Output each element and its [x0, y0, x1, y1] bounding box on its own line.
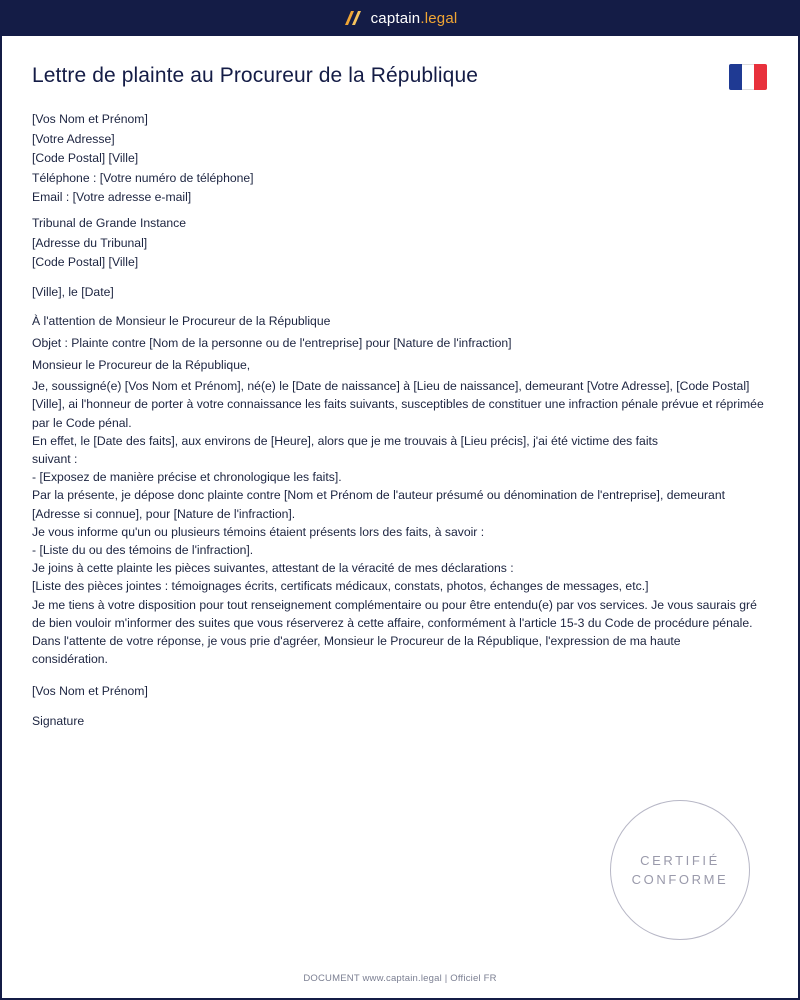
- letter-body: [32, 110, 772, 732]
- signature-label: Signature: [32, 713, 85, 728]
- brand-logo[interactable]: [343, 9, 458, 27]
- sender-name: [Vos Nom et Prénom]: [32, 112, 148, 126]
- stamp-line-2: CONFORME: [631, 872, 729, 887]
- recipient-city: [Code Postal] [Ville]: [32, 255, 139, 270]
- footer-text: DOCUMENT www.captain.legal | Officiel FR: [303, 973, 497, 984]
- stamp-line-1: CERTIFIÉ: [640, 853, 720, 868]
- certified-stamp: [610, 800, 750, 940]
- captain-legal-logo-icon: [343, 9, 363, 27]
- sender-city: [Code Postal] [Ville]: [32, 151, 139, 166]
- body-paragraph: Dans l'attente de votre réponse, je vous prie d'agréer, Monsieur le Procureur de la République, l'expression de ma haute considération.: [32, 633, 681, 667]
- body-paragraph: En effet, le [Date des faits], aux environs de [Heure], alors que je me trouvais à [Lieu précis], j'ai été victime des faits suivant :: [32, 433, 659, 466]
- top-brand-bar: [0, 0, 800, 36]
- page-title: Lettre de plainte au Procureur de la République: [32, 64, 478, 87]
- sender-phone: Téléphone : [Votre numéro de téléphone]: [32, 170, 254, 185]
- sender-address: [Votre Adresse]: [32, 131, 115, 146]
- brand-name: captain.legal: [370, 9, 458, 27]
- closing-name: [Vos Nom et Prénom]: [32, 684, 148, 699]
- body-paragraph: Je joins à cette plainte les pièces suivantes, attestant de la véracité de mes déclarations :: [32, 561, 514, 576]
- body-paragraph: Par la présente, je dépose donc plainte contre [Nom et Prénom de l'auteur présumé ou dénomination de l'entreprise], demeurant [Adresse si connue], pour [Nature de l'infraction].: [32, 488, 725, 521]
- recipient-address: [Adresse du Tribunal]: [32, 235, 148, 250]
- attention-line: À l'attention de Monsieur le Procureur de la République: [32, 314, 331, 329]
- body-paragraph: Je vous informe qu'un ou plusieurs témoins étaient présents lors des faits, à savoir :: [32, 524, 485, 539]
- french-flag-icon: [729, 64, 767, 90]
- sender-email: Email : [Votre adresse e-mail]: [32, 190, 192, 205]
- recipient-court: Tribunal de Grande Instance: [32, 215, 187, 230]
- salutation: Monsieur le Procureur de la République,: [32, 357, 251, 372]
- recipient-block: [32, 214, 772, 273]
- body-paragraph: [Liste des pièces jointes : témoignages écrits, certificats médicaux, constats, photos, échanges de messages, etc.]: [32, 579, 649, 594]
- body-paragraph: Je me tiens à votre disposition pour tout renseignement complémentaire ou pour être entendu(e) par vos services. Je vous saurais gré de bien vouloir m'informer des suites que vous réserverez à cette affaire, conformément à l'article 15-3 du Code de procédure pénale.: [32, 597, 757, 630]
- body-paragraph: Je, soussigné(e) [Vos Nom et Prénom], né(e) le [Date de naissance] à [Lieu de naissance], demeurant [Votre Adresse], [Code Postal] [Ville], ai l'honneur de porter à votre connaissance les faits suivants, susceptibles de constituer une infraction pénale prévue et réprimée par le Code pénal.: [32, 379, 764, 430]
- sender-block: [32, 110, 772, 208]
- body-paragraph: - [Liste du ou des témoins de l'infraction].: [32, 542, 254, 557]
- place-date: [Ville], le [Date]: [32, 284, 114, 299]
- objet-line: Objet : Plainte contre [Nom de la personne ou de l'entreprise] pour [Nature de l'infraction]: [32, 335, 512, 350]
- body-paragraph: - [Exposez de manière précise et chronologique les faits].: [32, 470, 342, 485]
